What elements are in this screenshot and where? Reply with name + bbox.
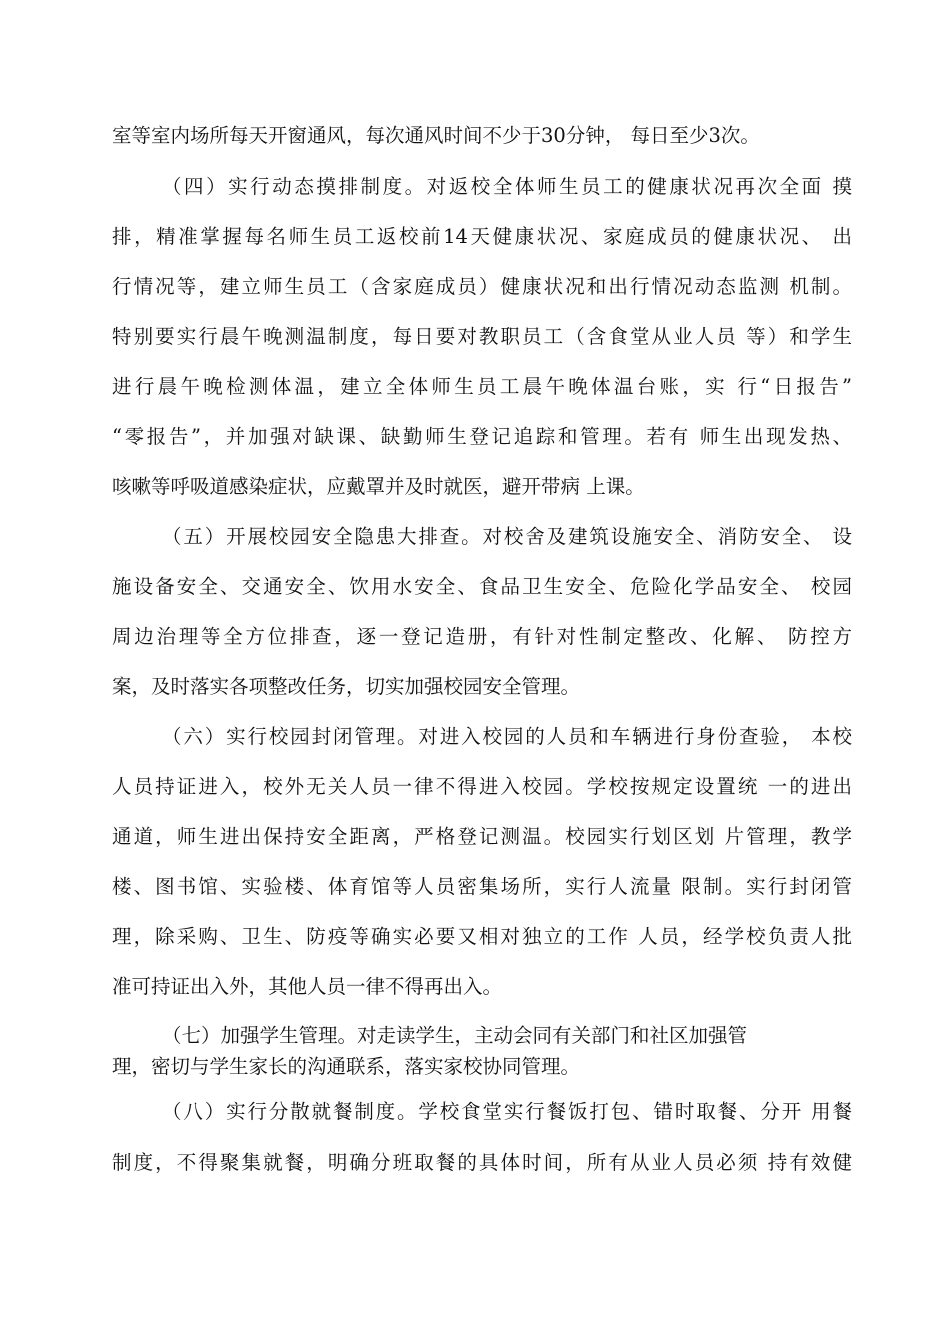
text-line: 楼、图书馆、实验楼、体育馆等人员密集场所，实行人流量 限制。实行封闭管 (112, 875, 852, 898)
text-line: 理，除采购、卫生、防疫等确实必要又相对独立的工作 人员，经学校负责人批 (112, 925, 852, 948)
paragraph-heading-5: （五）开展校园安全隐患大排查。对校舍及建筑设施安全、消防安全、 设 (162, 525, 852, 548)
text-line: 咳嗽等呼吸道感染症状，应戴罩并及时就医，避开带病 上课。 (112, 475, 645, 498)
text-line: “零报告”，并加强对缺课、缺勤师生登记追踪和管理。若有 师生出现发热、 (112, 425, 852, 448)
text-line: 案，及时落实各项整改任务，切实加强校园安全管理。 (112, 675, 581, 698)
paragraph-heading-8: （八）实行分散就餐制度。学校食堂实行餐饭打包、错时取餐、分开 用餐 (162, 1100, 852, 1123)
text-line: 理，密切与学生家长的沟通联系，落实家校协同管理。 (112, 1055, 581, 1078)
text-line: 周边治理等全方位排查，逐一登记造册，有针对性制定整改、化解、 防控方 (112, 625, 852, 648)
text-line: 制度，不得聚集就餐，明确分班取餐的具体时间，所有从业人员必须 持有效健 (112, 1151, 852, 1174)
text-line: 行情况等，建立师生员工（含家庭成员）健康状况和出行情况动态监测 机制。 (112, 275, 852, 298)
text-line: 室等室内场所每天开窗通风，每次通风时间不少于30分钟， 每日至少3次。 (112, 124, 760, 147)
text-line: 施设备安全、交通安全、饮用水安全、食品卫生安全、危险化学品安全、 校园 (112, 575, 852, 598)
text-line: 特别要实行晨午晚测温制度，每日要对教职员工（含食堂从业人员 等）和学生 (112, 325, 852, 348)
text-line: 准可持证出入外，其他人员一律不得再出入。 (112, 975, 503, 998)
text-line: 排，精准掌握每名师生员工返校前14天健康状况、家庭成员的健康状况、 出 (112, 225, 852, 248)
text-line: 进行晨午晚检测体温，建立全体师生员工晨午晚体温台账，实 行“日报告” (112, 375, 852, 398)
paragraph-heading-6: （六）实行校园封闭管理。对进入校园的人员和车辆进行身份查验， 本校 (162, 725, 852, 748)
paragraph-heading-7: （七）加强学生管理。对走读学生，主动会同有关部门和社区加强管 (162, 1024, 748, 1047)
paragraph-heading-4: （四）实行动态摸排制度。对返校全体师生员工的健康状况再次全面 摸 (162, 175, 852, 198)
text-line: 通道，师生进出保持安全距离，严格登记测温。校园实行划区划 片管理，教学 (112, 825, 852, 848)
text-line: 人员持证进入，校外无关人员一律不得进入校园。学校按规定设置统 一的进出 (112, 775, 852, 798)
